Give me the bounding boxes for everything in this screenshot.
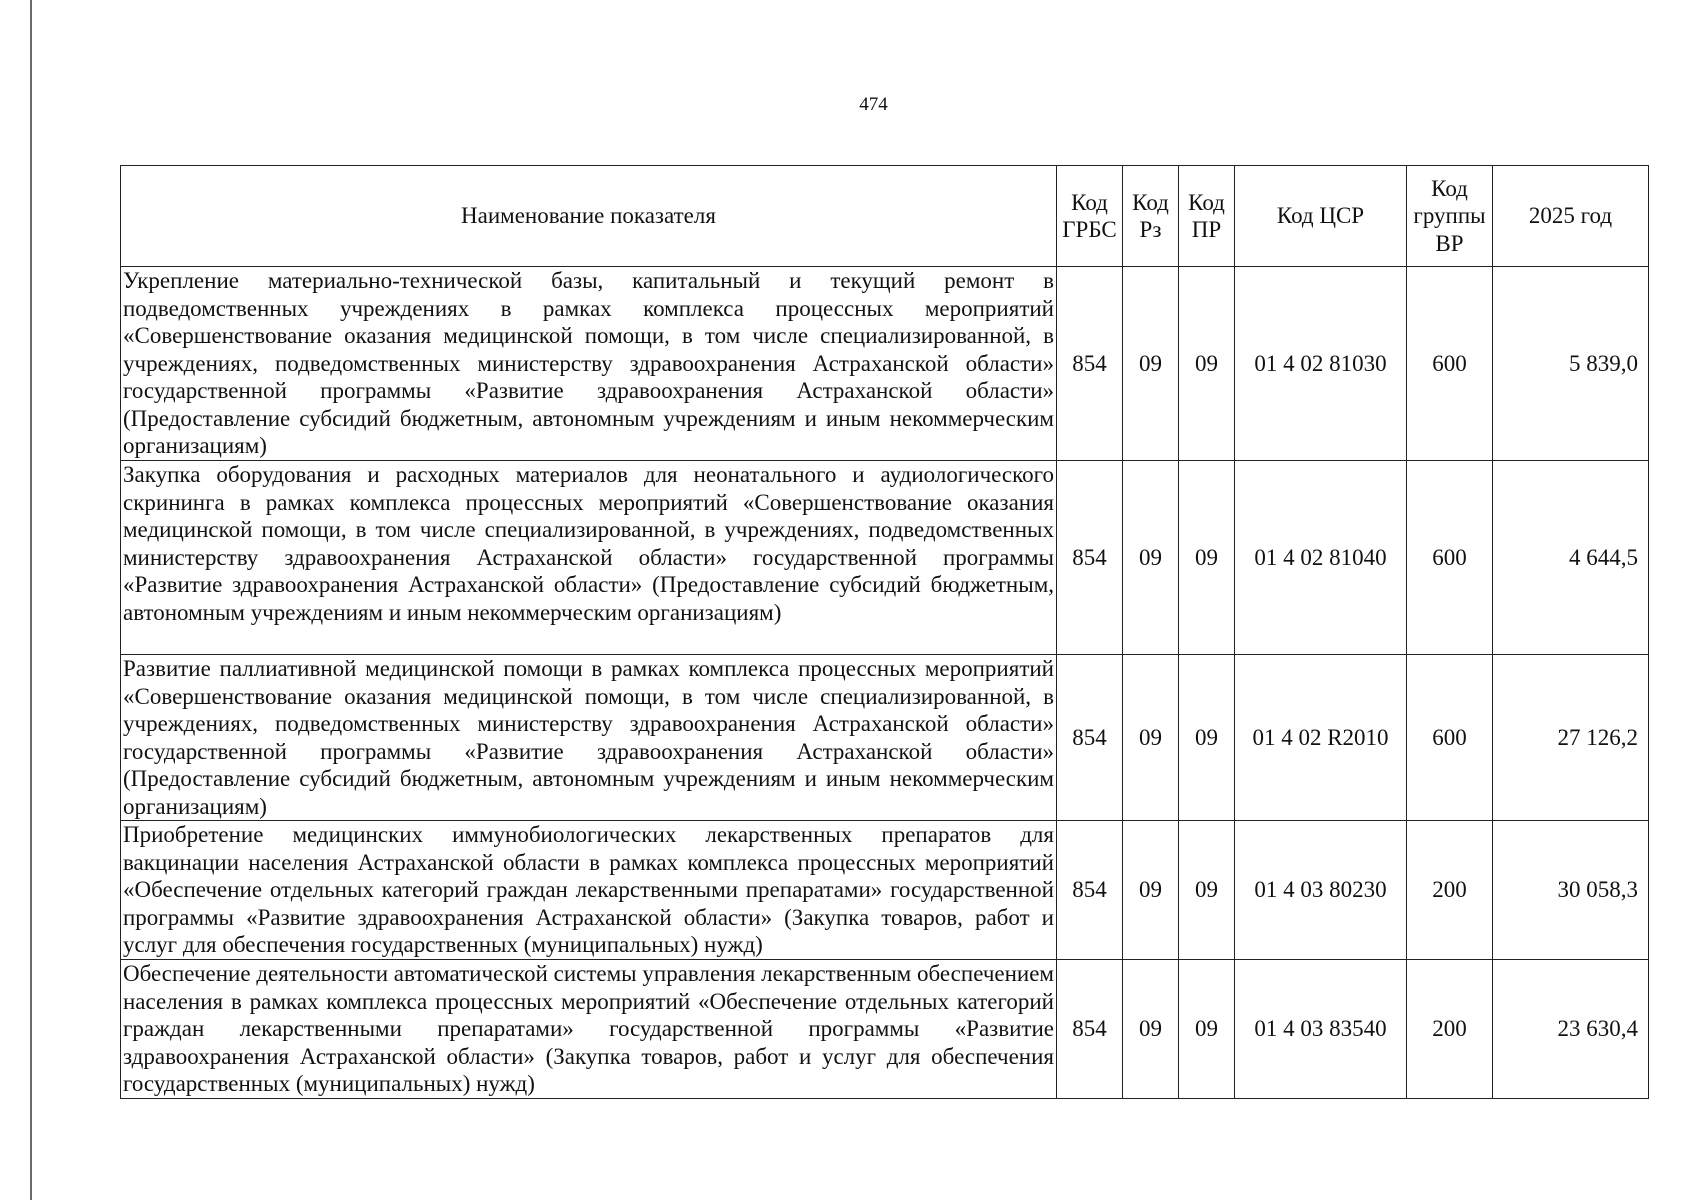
row-name: Приобретение медицинских иммунобиологических лекарственных препаратов для вакцинации населения Астраханской области в рамках комплекса процессных мероприятий «Обеспечение отдельных категорий граждан лекарственными препаратами» государственной программы «Развитие здравоохранения Астраханской области» (Закупка товаров, работ и услуг для обеспечения государственных (муниципальных) нужд) — [121, 821, 1057, 960]
table-row — [121, 655, 1649, 821]
row-grbs: 854 — [1057, 655, 1123, 821]
page-number: 474 — [859, 94, 888, 115]
row-name: Укрепление материально-технической базы, капитальный и текущий ремонт в подведомственных учреждениях в рамках комплекса процессных мероприятий «Совершенствование оказания медицинской помощи, в том числе специализированной, в учреждениях, подведомственных министерству здравоохранения Астраханской области» государственной программы «Развитие здравоохранения Астраханской области» (Предоставление субсидий бюджетным, автономным учреждениям и иным некоммерческим организациям) — [121, 267, 1057, 461]
row-rz: 09 — [1123, 655, 1179, 821]
table-row — [121, 821, 1649, 960]
header-name: Наименование показателя — [121, 166, 1057, 267]
row-grbs: 854 — [1057, 461, 1123, 655]
row-rz: 09 — [1123, 821, 1179, 960]
row-amount: 23 630,4 — [1493, 960, 1649, 1099]
row-pr: 09 — [1179, 960, 1235, 1099]
table-row — [121, 960, 1649, 1099]
row-name: Обеспечение деятельности автоматической системы управления лекарственным обеспечением населения в рамках комплекса процессных мероприятий «Обеспечение отдельных категорий граждан лекарственными препаратами» государственной программы «Развитие здравоохранения Астраханской области» (Закупка товаров, работ и услуг для обеспечения государственных (муниципальных) нужд) — [121, 960, 1057, 1099]
row-pr: 09 — [1179, 821, 1235, 960]
row-rz: 09 — [1123, 461, 1179, 655]
table-header-row — [121, 166, 1649, 267]
row-pr: 09 — [1179, 461, 1235, 655]
header-csr: Код ЦСР — [1235, 166, 1407, 267]
row-csr: 01 4 03 80230 — [1235, 821, 1407, 960]
row-amount: 27 126,2 — [1493, 655, 1649, 821]
row-vr: 600 — [1407, 655, 1493, 821]
row-amount: 4 644,5 — [1493, 461, 1649, 655]
row-vr: 600 — [1407, 461, 1493, 655]
header-grbs: Код ГРБС — [1057, 166, 1123, 267]
header-year: 2025 год — [1493, 166, 1649, 267]
row-amount: 5 839,0 — [1493, 267, 1649, 461]
row-csr: 01 4 02 R2010 — [1235, 655, 1407, 821]
header-vr: Код группы ВР — [1407, 166, 1493, 267]
row-rz: 09 — [1123, 960, 1179, 1099]
budget-table — [120, 165, 1649, 1099]
row-amount: 30 058,3 — [1493, 821, 1649, 960]
row-vr: 200 — [1407, 960, 1493, 1099]
row-pr: 09 — [1179, 655, 1235, 821]
table-row — [121, 267, 1649, 461]
row-name: Развитие паллиативной медицинской помощи в рамках комплекса процессных мероприятий «Совершенствование оказания медицинской помощи, в том числе специализированной, в учреждениях, подведомственных министерству здравоохранения Астраханской области» государственной программы «Развитие здравоохранения Астраханской области» (Предоставление субсидий бюджетным, автономным учреждениям и иным некоммерческим организациям) — [121, 655, 1057, 821]
row-grbs: 854 — [1057, 960, 1123, 1099]
table-row — [121, 461, 1649, 655]
row-vr: 600 — [1407, 267, 1493, 461]
row-name: Закупка оборудования и расходных материалов для неонатального и аудиологического скрининга в рамках комплекса процессных мероприятий «Совершенствование оказания медицинской помощи, в том числе специализированной, в учреждениях, подведомственных министерству здравоохранения Астраханской области» государственной программы «Развитие здравоохранения Астраханской области» (Предоставление субсидий бюджетным, автономным учреждениям и иным некоммерческим организациям) — [121, 461, 1057, 655]
row-vr: 200 — [1407, 821, 1493, 960]
row-csr: 01 4 02 81030 — [1235, 267, 1407, 461]
row-pr: 09 — [1179, 267, 1235, 461]
row-rz: 09 — [1123, 267, 1179, 461]
row-grbs: 854 — [1057, 267, 1123, 461]
header-pr: Код ПР — [1179, 166, 1235, 267]
row-grbs: 854 — [1057, 821, 1123, 960]
page-edge-line — [30, 0, 32, 1200]
header-rz: Код Рз — [1123, 166, 1179, 267]
row-csr: 01 4 02 81040 — [1235, 461, 1407, 655]
row-csr: 01 4 03 83540 — [1235, 960, 1407, 1099]
